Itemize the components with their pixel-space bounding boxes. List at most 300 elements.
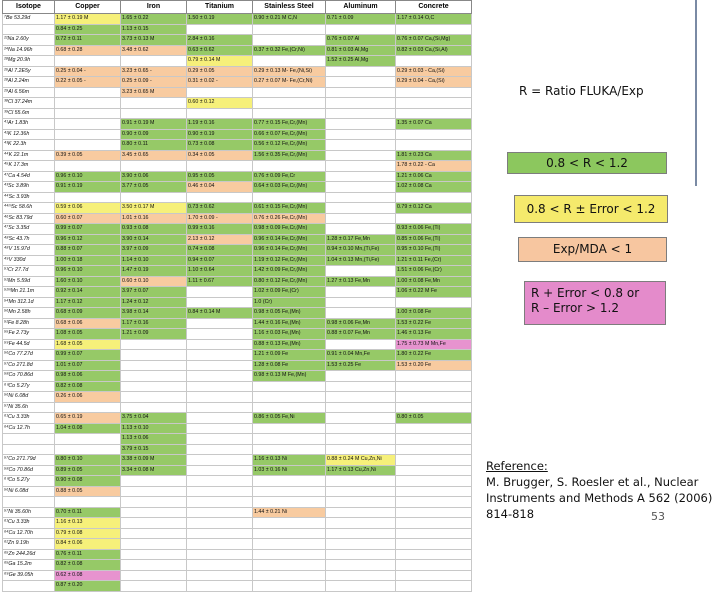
concrete-cell [396, 581, 472, 592]
isotope-cell: ⁴⁶Sc 83.79d [3, 213, 55, 224]
stainless-steel-cell: 1.0 (Cr) [253, 297, 326, 308]
table-row [3, 255, 472, 266]
aluminum-cell [326, 171, 396, 182]
table-row [3, 245, 472, 256]
titanium-cell [187, 402, 253, 413]
aluminum-cell [326, 297, 396, 308]
concrete-cell: 1.81 ± 0.23 Ca [396, 150, 472, 161]
stainless-steel-cell: 0.96 ± 0.14 Fe,Cr,(Mn) [253, 245, 326, 256]
iron-cell: 3.90 ± 0.06 [121, 171, 187, 182]
concrete-cell [396, 486, 472, 497]
isotope-cell [3, 434, 55, 445]
isotope-cell: ⁴⁸Sc 43.7h [3, 234, 55, 245]
concrete-cell [396, 560, 472, 571]
table-row [3, 423, 472, 434]
copper-cell: 0.60 ± 0.07 [55, 213, 121, 224]
iron-cell [121, 476, 187, 487]
isotope-cell: ⁴³Sc 3.89h [3, 182, 55, 193]
copper-cell [55, 129, 121, 140]
table-body [3, 14, 472, 592]
aluminum-cell: 1.27 ± 0.13 Fe,Mn [326, 276, 396, 287]
table-row [3, 507, 472, 518]
stainless-steel-cell [253, 161, 326, 172]
aluminum-cell [326, 581, 396, 592]
table-row [3, 318, 472, 329]
reference-block [486, 458, 718, 522]
legend-yellow: 0.8 < R ± Error < 1.2 [514, 195, 668, 223]
titanium-cell: 0.63 ± 0.62 [187, 45, 253, 56]
copper-cell [55, 192, 121, 203]
concrete-cell: 0.85 ± 0.06 Fe,(Ti) [396, 234, 472, 245]
isotope-cell: ⁵⁷Ni 35.60h [3, 507, 55, 518]
table-row [3, 539, 472, 550]
stainless-steel-cell [253, 35, 326, 46]
isotope-cell: ⁴⁷Sc 3.35d [3, 224, 55, 235]
stainless-steel-cell: 0.80 ± 0.12 Fe,Cr,(Mn) [253, 276, 326, 287]
titanium-cell [187, 455, 253, 466]
aluminum-cell [326, 213, 396, 224]
copper-cell: 1.16 ± 0.13 [55, 518, 121, 529]
aluminum-cell [326, 507, 396, 518]
stainless-steel-cell: 0.29 ± 0.13 M- Fe,(Ni,Si) [253, 66, 326, 77]
iron-cell [121, 560, 187, 571]
copper-cell: 0.68 ± 0.28 [55, 45, 121, 56]
table-row [3, 98, 472, 109]
table-row [3, 14, 472, 25]
iron-cell [121, 392, 187, 403]
table-row [3, 192, 472, 203]
table-row [3, 119, 472, 130]
stainless-steel-cell: 0.98 ± 0.13 M Fe,(Mn) [253, 371, 326, 382]
iron-cell [121, 192, 187, 203]
concrete-cell: 1.00 ± 0.08 Fe,Mn [396, 276, 472, 287]
stainless-steel-cell [253, 98, 326, 109]
stainless-steel-cell: 1.28 ± 0.08 Fe [253, 360, 326, 371]
titanium-cell: 0.84 ± 0.14 M [187, 308, 253, 319]
aluminum-cell [326, 518, 396, 529]
isotope-cell: ⁶⁰Co 5.27y [3, 476, 55, 487]
table-row [3, 266, 472, 277]
copper-cell: 0.98 ± 0.06 [55, 371, 121, 382]
iron-cell: 3.23 ± 0.65 - [121, 66, 187, 77]
header-titanium: Titanium [187, 1, 253, 14]
copper-cell: 0.76 ± 0.11 [55, 549, 121, 560]
aluminum-cell [326, 497, 396, 508]
isotope-cell: ⁴⁴ᵐSc 58.6h [3, 203, 55, 214]
table-row [3, 224, 472, 235]
titanium-cell: 0.73 ± 0.08 [187, 140, 253, 151]
iron-cell [121, 581, 187, 592]
stainless-steel-cell: 1.16 ± 0.03 Fe,(Mn) [253, 329, 326, 340]
concrete-cell [396, 98, 472, 109]
copper-cell [55, 402, 121, 413]
titanium-cell [187, 465, 253, 476]
table-header-row [3, 1, 472, 14]
copper-cell: 0.89 ± 0.05 [55, 465, 121, 476]
isotope-cell: ⁶⁵Ga 15.2m [3, 560, 55, 571]
aluminum-cell: 0.88 ± 0.24 M Cu,Zn,Ni [326, 455, 396, 466]
table-row [3, 339, 472, 350]
concrete-cell [396, 56, 472, 67]
stainless-steel-cell: 1.56 ± 0.35 Fe,Cr,(Mn) [253, 150, 326, 161]
stainless-steel-cell: 1.16 ± 0.13 Ni [253, 455, 326, 466]
table-row [3, 360, 472, 371]
concrete-cell [396, 518, 472, 529]
iron-cell [121, 56, 187, 67]
isotope-cell: ⁵⁶Co 77.27d [3, 350, 55, 361]
stainless-steel-cell [253, 444, 326, 455]
concrete-cell [396, 570, 472, 581]
isotope-cell: ⁵⁵Fe 2.73y [3, 329, 55, 340]
header-concrete: Concrete [396, 1, 472, 14]
stainless-steel-cell: 0.27 ± 0.07 M- Fe,(Cr,Ni) [253, 77, 326, 88]
iron-cell [121, 339, 187, 350]
iron-cell [121, 371, 187, 382]
stainless-steel-cell [253, 392, 326, 403]
table-row [3, 350, 472, 361]
isotope-cell: ⁶²Zn 9.19h [3, 539, 55, 550]
titanium-cell: 0.94 ± 0.07 [187, 255, 253, 266]
iron-cell: 3.73 ± 0.13 M [121, 35, 187, 46]
titanium-cell [187, 287, 253, 298]
titanium-cell [187, 381, 253, 392]
ratio-definition: R = Ratio FLUKA/Exp [519, 84, 644, 98]
titanium-cell [187, 581, 253, 592]
titanium-cell: 1.11 ± 0.67 [187, 276, 253, 287]
stainless-steel-cell: 1.44 ± 0.16 Fe,(Mn) [253, 318, 326, 329]
table-row [3, 528, 472, 539]
aluminum-cell: 0.98 ± 0.06 Fe,Mn [326, 318, 396, 329]
concrete-cell: 1.06 ± 0.22 M Fe [396, 287, 472, 298]
isotope-cell: ⁵¹Cr 27.7d [3, 266, 55, 277]
aluminum-cell [326, 308, 396, 319]
titanium-cell [187, 371, 253, 382]
aluminum-cell [326, 434, 396, 445]
titanium-cell [187, 476, 253, 487]
table-row [3, 129, 472, 140]
aluminum-cell [326, 87, 396, 98]
aluminum-cell: 0.94 ± 0.10 Mn,(Ti,Fe) [326, 245, 396, 256]
iron-cell: 1.47 ± 0.19 [121, 266, 187, 277]
isotope-cell: ⁶⁵Zn 244.26d [3, 549, 55, 560]
concrete-cell [396, 108, 472, 119]
table-row [3, 486, 472, 497]
titanium-cell [187, 528, 253, 539]
isotope-cell: ³⁹Cl 55.6m [3, 108, 55, 119]
concrete-cell [396, 476, 472, 487]
aluminum-cell [326, 539, 396, 550]
stainless-steel-cell: 1.44 ± 0.21 Ni [253, 507, 326, 518]
copper-cell: 0.84 ± 0.25 [55, 24, 121, 35]
stainless-steel-cell: 1.19 ± 0.12 Fe,Cr,(Mn) [253, 255, 326, 266]
titanium-cell [187, 360, 253, 371]
aluminum-cell [326, 444, 396, 455]
concrete-cell: 1.51 ± 0.06 Fe,(Cr) [396, 266, 472, 277]
stainless-steel-cell: 0.77 ± 0.15 Fe,Cr,(Mn) [253, 119, 326, 130]
titanium-cell [187, 486, 253, 497]
titanium-cell: 2.13 ± 0.12 [187, 234, 253, 245]
stainless-steel-cell: 0.98 ± 0.05 Fe,(Mn) [253, 308, 326, 319]
table-row [3, 234, 472, 245]
copper-cell: 1.00 ± 0.18 [55, 255, 121, 266]
titanium-cell [187, 24, 253, 35]
table-row [3, 444, 472, 455]
concrete-cell: 0.93 ± 0.06 Fe,(Ti) [396, 224, 472, 235]
aluminum-cell [326, 119, 396, 130]
titanium-cell [187, 108, 253, 119]
titanium-cell [187, 392, 253, 403]
header-copper: Copper [55, 1, 121, 14]
titanium-cell: 0.79 ± 0.14 M [187, 56, 253, 67]
iron-cell [121, 402, 187, 413]
isotope-cell: ⁴⁹V 330d [3, 255, 55, 266]
header-iron: Iron [121, 1, 187, 14]
copper-cell: 0.84 ± 0.06 [55, 539, 121, 550]
isotope-cell: ⁶¹Cu 3.33h [3, 413, 55, 424]
isotope-cell: ⁴³K 22.3h [3, 140, 55, 151]
titanium-cell [187, 339, 253, 350]
copper-cell: 0.72 ± 0.11 [55, 35, 121, 46]
titanium-cell [187, 507, 253, 518]
concrete-cell: 0.82 ± 0.03 Ca,(Si,Al) [396, 45, 472, 56]
iron-cell: 1.17 ± 0.16 [121, 318, 187, 329]
iron-cell: 3.23 ± 0.65 M [121, 87, 187, 98]
aluminum-cell [326, 66, 396, 77]
stainless-steel-cell: 1.21 ± 0.09 Fe [253, 350, 326, 361]
table-row [3, 465, 472, 476]
iron-cell: 1.24 ± 0.12 [121, 297, 187, 308]
concrete-cell: 1.80 ± 0.22 Fe [396, 350, 472, 361]
table-row [3, 24, 472, 35]
concrete-cell [396, 423, 472, 434]
titanium-cell [187, 539, 253, 550]
iron-cell [121, 360, 187, 371]
concrete-cell [396, 129, 472, 140]
iron-cell: 0.25 ± 0.09 - [121, 77, 187, 88]
iron-cell: 1.01 ± 0.16 [121, 213, 187, 224]
isotope-cell: ⁵⁷Ni 35.6h [3, 402, 55, 413]
aluminum-cell [326, 150, 396, 161]
titanium-cell: 0.34 ± 0.05 [187, 150, 253, 161]
titanium-cell: 0.99 ± 0.16 [187, 224, 253, 235]
aluminum-cell [326, 476, 396, 487]
iron-cell: 0.93 ± 0.08 [121, 224, 187, 235]
stainless-steel-cell [253, 423, 326, 434]
copper-cell: 0.22 ± 0.05 - [55, 77, 121, 88]
legend-orange: Exp/MDA < 1 [518, 237, 667, 262]
copper-cell: 0.68 ± 0.09 [55, 308, 121, 319]
stainless-steel-cell [253, 518, 326, 529]
table-row [3, 455, 472, 466]
isotope-cell: ⁴⁷Ca 4.54d [3, 171, 55, 182]
table-row [3, 297, 472, 308]
stainless-steel-cell [253, 560, 326, 571]
iron-cell: 1.14 ± 0.10 [121, 255, 187, 266]
isotope-cell [3, 581, 55, 592]
copper-cell: 0.59 ± 0.06 [55, 203, 121, 214]
isotope-cell: ⁵⁹Fe 44.5d [3, 339, 55, 350]
isotope-cell: ²²Na 2.60y [3, 35, 55, 46]
iron-cell [121, 350, 187, 361]
aluminum-cell [326, 108, 396, 119]
table-row [3, 308, 472, 319]
isotope-cell: ⁵⁸Co 70.86d [3, 371, 55, 382]
isotope-cell: ⁵⁶Ni 6.08d [3, 392, 55, 403]
table-row [3, 87, 472, 98]
stainless-steel-cell: 1.02 ± 0.09 Fe,(Cr) [253, 287, 326, 298]
isotope-cell: ⁶⁴Cu 12.7h [3, 423, 55, 434]
iron-cell [121, 539, 187, 550]
stainless-steel-cell: 0.56 ± 0.12 Fe,Cr,(Mn) [253, 140, 326, 151]
copper-cell: 0.88 ± 0.07 [55, 245, 121, 256]
concrete-cell [396, 213, 472, 224]
table-row [3, 150, 472, 161]
copper-cell: 1.17 ± 0.19 M [55, 14, 121, 25]
copper-cell: 0.80 ± 0.10 [55, 455, 121, 466]
concrete-cell [396, 465, 472, 476]
iron-cell: 3.79 ± 0.15 [121, 444, 187, 455]
concrete-cell: 1.00 ± 0.08 Fe [396, 308, 472, 319]
aluminum-cell: 0.76 ± 0.07 Al [326, 35, 396, 46]
table-row [3, 140, 472, 151]
isotope-cell: ⁴⁴K 22.1m [3, 150, 55, 161]
concrete-cell [396, 24, 472, 35]
aluminum-cell [326, 528, 396, 539]
table-row [3, 77, 472, 88]
aluminum-cell [326, 192, 396, 203]
iron-cell [121, 497, 187, 508]
copper-cell: 0.39 ± 0.05 [55, 150, 121, 161]
copper-cell: 0.96 ± 0.10 [55, 171, 121, 182]
table-row [3, 45, 472, 56]
concrete-cell: 1.78 ± 0.22 - Ca [396, 161, 472, 172]
iron-cell: 3.77 ± 0.05 [121, 182, 187, 193]
activation-table [2, 0, 472, 588]
page-number: 53 [651, 510, 665, 523]
iron-cell [121, 108, 187, 119]
aluminum-cell: 0.81 ± 0.03 Al,Mg [326, 45, 396, 56]
table-row [3, 392, 472, 403]
iron-cell: 3.97 ± 0.09 [121, 245, 187, 256]
copper-cell [55, 119, 121, 130]
stainless-steel-cell: 0.37 ± 0.32 Fe,(Cr,Ni) [253, 45, 326, 56]
copper-cell: 0.99 ± 0.07 [55, 350, 121, 361]
stainless-steel-cell: 0.96 ± 0.14 Fe,Cr,(Mn) [253, 234, 326, 245]
stainless-steel-cell [253, 87, 326, 98]
table-row [3, 476, 472, 487]
table-row [3, 570, 472, 581]
concrete-cell: 1.21 ± 0.06 Ca [396, 171, 472, 182]
isotope-cell: ⁴⁴Sc 3.93h [3, 192, 55, 203]
copper-cell: 0.68 ± 0.06 [55, 318, 121, 329]
isotope-cell: ⁶⁴Cu 12.70h [3, 528, 55, 539]
aluminum-cell [326, 129, 396, 140]
concrete-cell: 0.80 ± 0.05 [396, 413, 472, 424]
copper-cell: 0.90 ± 0.08 [55, 476, 121, 487]
aluminum-cell [326, 381, 396, 392]
titanium-cell [187, 518, 253, 529]
titanium-cell: 1.10 ± 0.64 [187, 266, 253, 277]
copper-cell [55, 444, 121, 455]
copper-cell: 0.26 ± 0.06 [55, 392, 121, 403]
concrete-cell [396, 528, 472, 539]
isotope-cell: ⁵⁶Mn 2.58h [3, 308, 55, 319]
copper-cell [55, 87, 121, 98]
table-row [3, 108, 472, 119]
isotope-cell: ²⁸Al 2.24m [3, 77, 55, 88]
titanium-cell: 1.70 ± 0.09 - [187, 213, 253, 224]
concrete-cell [396, 549, 472, 560]
titanium-cell [187, 297, 253, 308]
isotope-cell: ⁵²Fe 8.28h [3, 318, 55, 329]
iron-cell: 1.21 ± 0.09 [121, 329, 187, 340]
copper-cell [55, 108, 121, 119]
aluminum-cell: 1.53 ± 0.25 Fe [326, 360, 396, 371]
concrete-cell [396, 381, 472, 392]
copper-cell: 0.82 ± 0.08 [55, 381, 121, 392]
iron-cell: 3.75 ± 0.04 [121, 413, 187, 424]
copper-cell: 0.65 ± 0.19 [55, 413, 121, 424]
stainless-steel-cell [253, 528, 326, 539]
isotope-cell: ⁵⁸Co 70.86d [3, 465, 55, 476]
aluminum-cell [326, 486, 396, 497]
iron-cell: 3.34 ± 0.08 M [121, 465, 187, 476]
iron-cell [121, 507, 187, 518]
isotope-cell: ²⁹Al 6.56m [3, 87, 55, 98]
iron-cell [121, 98, 187, 109]
concrete-cell: 0.79 ± 0.12 Ca [396, 203, 472, 214]
stainless-steel-cell [253, 434, 326, 445]
concrete-cell [396, 497, 472, 508]
table-row [3, 413, 472, 424]
table-row [3, 171, 472, 182]
isotope-cell: ⁵⁷Co 271.79d [3, 455, 55, 466]
aluminum-cell: 0.91 ± 0.04 Mn,Fe [326, 350, 396, 361]
concrete-cell: 0.29 ± 0.04 - Ca,(Si) [396, 77, 472, 88]
isotope-cell: ³⁸Cl 37.24m [3, 98, 55, 109]
reference-heading: Reference: [486, 459, 548, 473]
aluminum-cell [326, 182, 396, 193]
stainless-steel-cell: 0.76 ± 0.26 Fe,Cr,(Mn) [253, 213, 326, 224]
isotope-cell [3, 444, 55, 455]
copper-cell: 0.88 ± 0.05 [55, 486, 121, 497]
aluminum-cell [326, 161, 396, 172]
stainless-steel-cell [253, 570, 326, 581]
aluminum-cell [326, 77, 396, 88]
aluminum-cell [326, 413, 396, 424]
iron-cell [121, 518, 187, 529]
titanium-cell [187, 570, 253, 581]
concrete-cell [396, 402, 472, 413]
iron-cell [121, 528, 187, 539]
isotope-cell: ⁷Be 53.29d [3, 14, 55, 25]
concrete-cell: 1.75 ± 0.73 M Mn,Fe [396, 339, 472, 350]
aluminum-cell [326, 224, 396, 235]
table-row [3, 182, 472, 193]
aluminum-cell [326, 140, 396, 151]
copper-cell: 0.82 ± 0.08 [55, 560, 121, 571]
titanium-cell: 0.60 ± 0.12 [187, 98, 253, 109]
titanium-cell: 0.90 ± 0.19 [187, 129, 253, 140]
aluminum-cell: 0.71 ± 0.09 [326, 14, 396, 25]
aluminum-cell [326, 570, 396, 581]
table-row [3, 213, 472, 224]
copper-cell: 0.99 ± 0.07 [55, 224, 121, 235]
titanium-cell: 0.46 ± 0.04 [187, 182, 253, 193]
legend-pink-line1: R + Error < 0.8 or [531, 286, 640, 300]
concrete-cell: 1.46 ± 0.13 Fe [396, 329, 472, 340]
titanium-cell [187, 318, 253, 329]
